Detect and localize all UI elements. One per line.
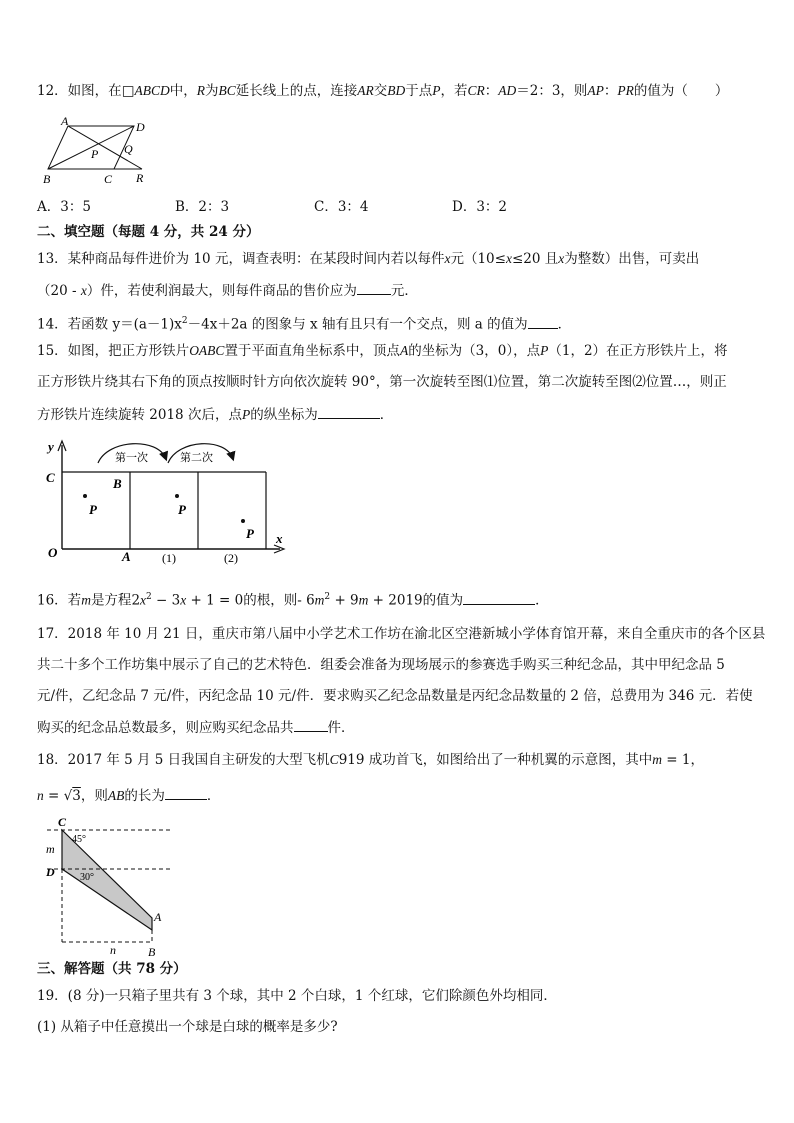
q19-line-1: 19．(8 分)一只箱子里共有 3 个球，其中 2 个白球，1 个红球，它们除颜色外均相同． [37, 988, 557, 1004]
q15-answer-blank[interactable] [318, 404, 380, 419]
label-n: n [110, 943, 116, 957]
label-p2: P [178, 502, 186, 517]
q17-line-3: 元/件，乙纪念品 7 元/件，丙纪念品 10 元/件．要求购买乙纪念品数量是丙纪念品数量的 2 倍，总费用为 346 元．若使 [37, 688, 753, 704]
q19-line-2: (1) 从箱子中任意摸出一个球是白球的概率是多少? [37, 1019, 338, 1035]
label-a: A [154, 910, 162, 924]
label-45deg: 45° [72, 834, 86, 845]
label-y: y [48, 439, 54, 454]
label-figure-1: (1) [162, 551, 176, 565]
label-a: A [61, 114, 69, 128]
q17-line-1: 17．2018 年 10 月 21 日，重庆市第八届中小学艺术工作坊在渝北区空港新城小学体育馆开幕，来自全重庆市的各个区县 [37, 626, 766, 642]
label-first-rotation: 第一次 [115, 452, 148, 464]
q13-line-1: 13．某种商品每件进价为 10 元，调查表明：在某段时间内若以每件x元（10≤x≤20 且x为整数）出售，可卖出 [37, 251, 700, 267]
q15-line-3: 方形铁片连续旋转 2018 次后，点P的纵坐标为 ． [37, 404, 764, 425]
label-c: C [58, 815, 67, 829]
q14-answer-blank[interactable] [528, 314, 558, 329]
q15-line-2: 正方形铁片绕其右下角的顶点按顺时针方向依次旋转 90°，第一次旋转至图⑴位置，第二次旋转至图⑵位置…，则正 [37, 374, 727, 390]
q18-line-1: 18．2017 年 5 月 5 日我国自主研发的大型飞机C919 成功首飞，如图给出了一种机翼的示意图，其中m = 1， [37, 752, 704, 768]
label-d: D [136, 120, 145, 134]
label-b: B [148, 945, 156, 959]
label-m: m [46, 842, 55, 856]
q12-option-d[interactable]: D．3：2 [452, 199, 508, 215]
q18-line-2: n = √3，则AB的长为 ． [37, 785, 764, 806]
label-second-rotation: 第二次 [180, 452, 213, 464]
q18-answer-blank[interactable] [165, 785, 207, 800]
q12-stem: 12．如图，在□ABCD中，R为BC延长线上的点，连接AR交BD于点P，若CR：AD＝2：3，则AP：PR的值为（ ） [37, 83, 729, 99]
q13-answer-blank[interactable] [357, 280, 391, 295]
label-b: B [43, 172, 51, 186]
label-figure-2: (2) [224, 551, 238, 565]
label-p1: P [89, 502, 97, 517]
label-r: R [136, 171, 144, 185]
label-o: O [48, 545, 58, 560]
parallelogram-figure [38, 113, 158, 189]
label-c: C [46, 470, 55, 485]
label-d: D [46, 865, 55, 879]
q17-line-4: 购买的纪念品总数最多，则应购买纪念品共 件． [37, 717, 764, 738]
q12-option-c[interactable]: C．3：4 [314, 199, 369, 215]
section-2-title: 二、填空题（每题 4 分，共 24 分） [37, 224, 260, 240]
section-3-title: 三、解答题（共 78 分） [37, 961, 187, 977]
label-p3: P [246, 526, 254, 541]
q14-line: 14．若函数 $y=(a-1)x^2-4x+2a$ 的图象与 x 轴有且只有一个交点，则 a 的值为 ． [37, 311, 764, 335]
label-30deg: 30° [80, 872, 94, 883]
q12-option-a[interactable]: A．3：5 [37, 199, 91, 215]
q16-answer-blank[interactable] [463, 590, 535, 605]
wing-figure [42, 812, 182, 960]
q17-line-2: 共二十多个工作坊集中展示了自己的艺术特色．组委会准备为现场展示的参赛选手购买三种纪念品，其中甲纪念品 5 [37, 657, 725, 673]
label-c: C [104, 172, 113, 186]
label-b: B [113, 476, 122, 491]
q12-option-b[interactable]: B．2：3 [175, 199, 230, 215]
label-q: Q [124, 142, 133, 156]
rotating-square-figure [40, 433, 300, 565]
label-p: P [91, 147, 99, 161]
label-x: x [276, 531, 283, 546]
label-a: A [122, 549, 131, 564]
q17-answer-blank[interactable] [294, 717, 328, 732]
q16-line: 16．若m是方程$2x^2 - 3x + 1 = 0$的根，则- $6m^2 + 9m + 2019$的值为 ． [37, 587, 764, 611]
q13-line-2: （20 - x）件，若使利润最大，则每件商品的售价应为 元． [37, 280, 764, 301]
q15-line-1: 15．如图，把正方形铁片OABC置于平面直角坐标系中，顶点A的坐标为（3，0），点P（1，2）在正方形铁片上，将 [37, 343, 728, 359]
